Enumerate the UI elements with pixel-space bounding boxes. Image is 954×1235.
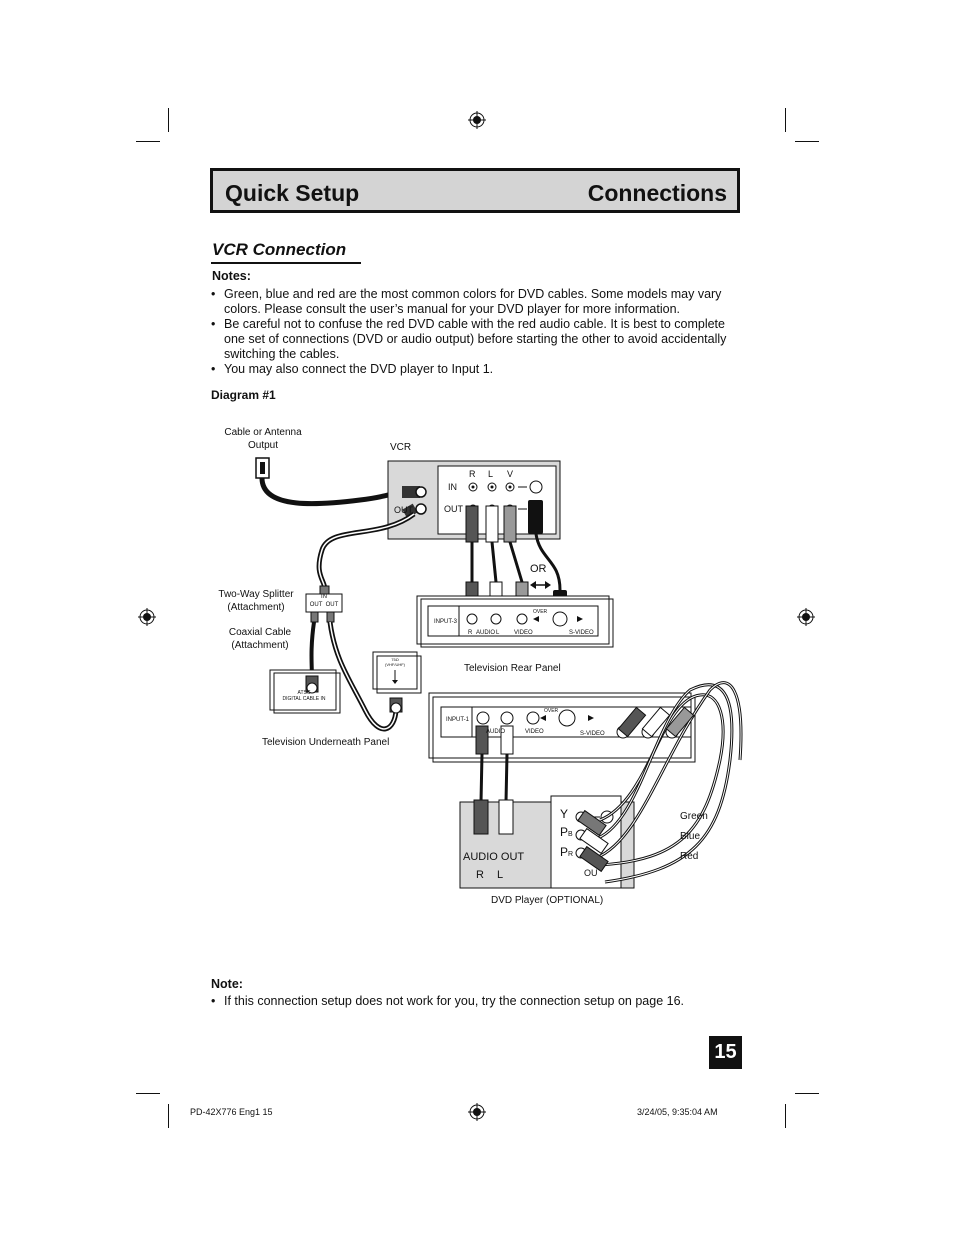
dvd-out-label: OU (584, 868, 598, 878)
rear-over-label: OVER (533, 609, 548, 615)
page-number: 15 (709, 1036, 742, 1069)
input1-over-label: OVER (544, 708, 559, 714)
splitter-label: Two-Way Splitter (Attachment) (218, 589, 294, 613)
coax-label: Coaxial Cable (Attachment) (228, 627, 292, 651)
rear-video-label: VIDEO (514, 630, 533, 636)
header-title-right: Connections (587, 180, 727, 206)
double-arrow-icon (530, 581, 551, 589)
dvd-pr-label (560, 846, 573, 861)
header-title-left: Quick Setup (225, 180, 360, 206)
rear-r-label: R (468, 630, 473, 636)
footer-timestamp: 3/24/05, 9:35:04 AM (637, 1107, 718, 1117)
dvd-y-label: Y (560, 807, 569, 821)
dvd-r-label: R (476, 869, 484, 881)
input1-video-label: VIDEO (525, 729, 544, 735)
green-label: Green (680, 811, 708, 822)
note-item: • Green, blue and red are the most common colors for DVD cables. Some models may vary colors. Please consult the user’s manual for your DVD player for more information. (211, 287, 739, 317)
input1-audio-label: AUDIO (486, 729, 506, 735)
note-list (211, 994, 739, 1009)
splitter-out-label: OUT OUT (309, 602, 339, 608)
vcr-antenna-out-label: OUT (394, 505, 413, 515)
tv-underneath-connector-label: ATSC DIGITAL CABLE IN (282, 690, 326, 702)
vcr-v-label: V (507, 469, 514, 479)
vcr-label: VCR (390, 442, 412, 453)
rear-l-label: L (496, 630, 500, 636)
input1-svideo-label: S-VIDEO (580, 731, 605, 737)
cable-antenna-label: Cable or Antenna Output (224, 427, 302, 451)
note-item: • Be careful not to confuse the red DVD cable with the red audio cable. It is best to complete one set of connections (DVD or audio output) before starting the other to avoid accidentally switching the cables. (211, 317, 739, 362)
dvd-pb-label (560, 826, 573, 841)
input3-label: INPUT-3 (434, 619, 458, 625)
dvd-l-label: L (497, 869, 504, 881)
notes-heading: Notes: (212, 269, 251, 283)
rear-audio-label: AUDIO (476, 630, 496, 636)
pb-main: P (560, 825, 569, 839)
diagram-label: Diagram #1 (211, 388, 276, 402)
red-label: Red (680, 851, 699, 862)
vcr-out-label: OUT (444, 504, 463, 514)
rear-svideo-label: S-VIDEO (569, 630, 594, 636)
tv-underneath-panel-label: Television Underneath Panel (262, 737, 390, 748)
section-title: VCR Connection (212, 240, 347, 259)
splitter-in-label: IN (321, 594, 327, 600)
or-label: OR (530, 563, 547, 575)
pb-subscript: B (568, 831, 573, 838)
tv-rear-panel-label: Television Rear Panel (464, 663, 561, 674)
note-heading: Note: (211, 977, 243, 991)
note-item: • If this connection setup does not work for you, try the connection setup on page 16. (211, 994, 739, 1009)
wall-outlet-icon (256, 458, 269, 478)
tv-underneath-tag-label: 75Ω (VHF/UHF) (385, 657, 405, 667)
vcr-in-label: IN (448, 482, 457, 492)
vcr-r-label: R (469, 469, 476, 479)
note-item: • You may also connect the DVD player to Input 1. (211, 362, 739, 377)
blue-label: Blue (680, 831, 701, 842)
input1-label: INPUT-1 (446, 717, 470, 723)
dvd-player (460, 796, 634, 888)
pr-subscript: R (568, 851, 574, 858)
dvd-player-label: DVD Player (OPTIONAL) (491, 895, 604, 906)
footer-file-info: PD-42X776 Eng1 15 (190, 1107, 273, 1117)
vcr-l-label: L (488, 469, 494, 479)
audio-out-label: AUDIO OUT (463, 851, 525, 863)
pr-main: P (560, 845, 569, 859)
